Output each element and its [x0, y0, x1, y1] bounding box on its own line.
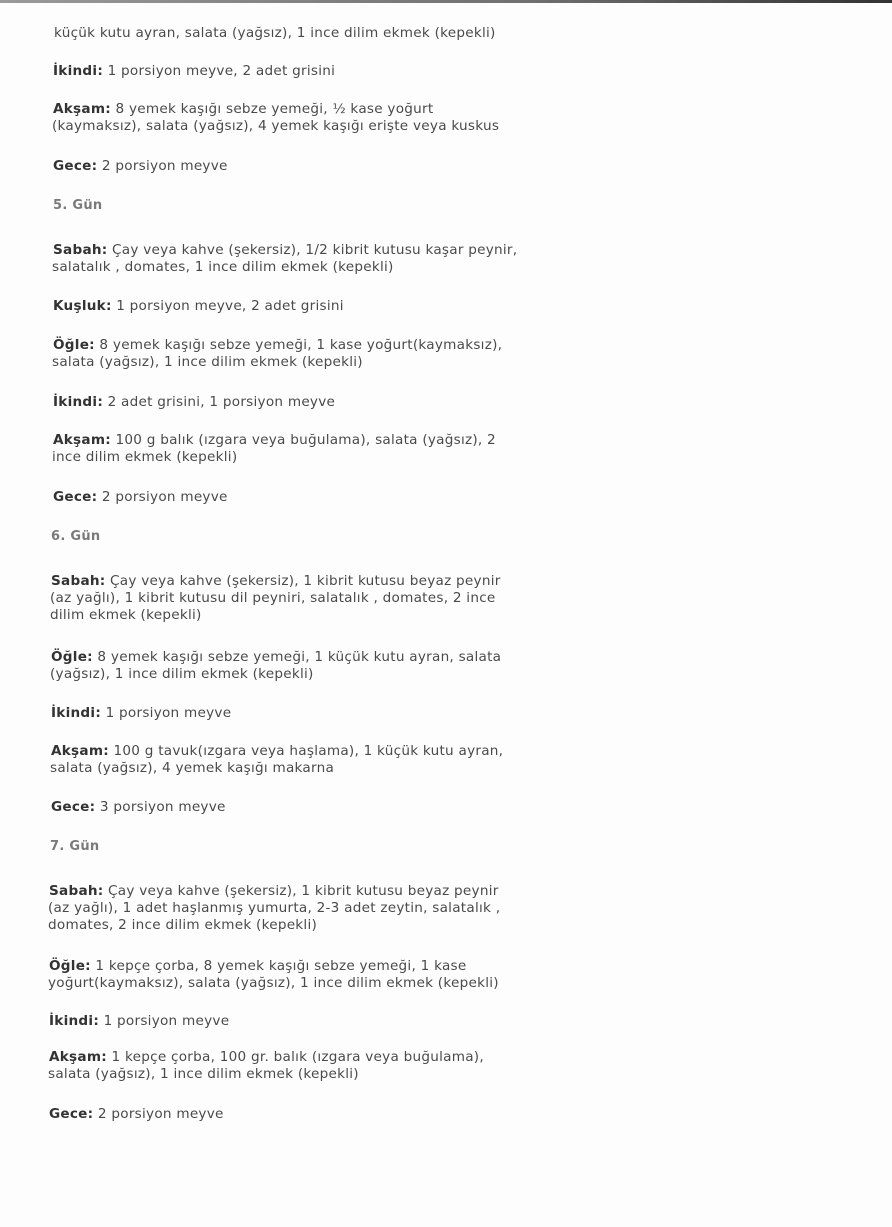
meal-text: Çay veya kahve (şekersiz), 1/2 kibrit kutusu kaşar peynir, — [107, 242, 518, 258]
meal-line — [51, 743, 503, 760]
day-heading: 6. Gün — [51, 529, 101, 544]
meal-text: 2 porsiyon meyve — [93, 1106, 224, 1122]
meal-line — [53, 242, 517, 259]
meal-line — [53, 489, 228, 506]
meal-label: Gece: — [53, 489, 98, 505]
meal-text: 1 porsiyon meyve, 2 adet grisini — [111, 298, 344, 314]
meal-text: Çay veya kahve (şekersiz), 1 kibrit kutusu beyaz peynir — [105, 573, 501, 589]
meal-line — [52, 259, 394, 276]
meal-label: Akşam: — [53, 432, 111, 448]
continuation-line — [54, 25, 496, 42]
meal-label: Akşam: — [53, 101, 111, 117]
meal-line — [53, 394, 335, 411]
meal-line — [53, 63, 335, 80]
meal-line — [53, 432, 496, 449]
meal-line — [53, 298, 344, 315]
day-heading: 7. Gün — [50, 839, 100, 854]
meal-line — [50, 590, 496, 607]
meal-line — [49, 1013, 229, 1030]
meal-text: salata (yağsız), 1 ince dilim ekmek (kepekli) — [48, 1066, 359, 1082]
meal-label: Gece: — [51, 799, 96, 815]
meal-line — [51, 705, 231, 722]
meal-line — [50, 760, 334, 777]
meal-label: İkindi: — [53, 63, 104, 79]
meal-line — [48, 1066, 359, 1083]
meal-text: 1 porsiyon meyve — [99, 1013, 230, 1029]
meal-text: 3 porsiyon meyve — [95, 799, 226, 815]
meal-label: Gece: — [53, 158, 98, 174]
meal-label: Akşam: — [49, 1049, 107, 1065]
meal-line — [51, 799, 226, 816]
meal-line — [49, 1106, 224, 1123]
meal-text: 8 yemek kaşığı sebze yemeği, 1 küçük kutu ayran, salata — [92, 649, 502, 665]
meal-text: domates, 2 ince dilim ekmek (kepekli) — [48, 917, 318, 933]
meal-label: İkindi: — [49, 1013, 100, 1029]
meal-text: 100 g balık (ızgara veya buğulama), salata (yağsız), 2 — [110, 432, 496, 448]
meal-line — [49, 883, 499, 900]
meal-text: salata (yağsız), 4 yemek kaşığı makarna — [50, 760, 335, 776]
meal-text: (az yağlı), 1 adet haşlanmış yumurta, 2-3 adet zeytin, salatalık , — [48, 900, 501, 916]
meal-text: 8 yemek kaşığı sebze yemeği, 1 kase yoğurt(kaymaksız), — [94, 337, 503, 353]
meal-text: salatalık , domates, 1 ince dilim ekmek (kepekli) — [52, 259, 394, 275]
meal-text: (az yağlı), 1 kibrit kutusu dil peyniri, salatalık , domates, 2 ince — [50, 590, 496, 606]
meal-text: 1 kepçe çorba, 8 yemek kaşığı sebze yemeği, 1 kase — [90, 958, 467, 974]
meal-label: Sabah: — [53, 242, 108, 258]
meal-line — [51, 573, 501, 590]
meal-line — [48, 975, 499, 992]
meal-text: (kaymaksız), salata (yağsız), 4 yemek kaşığı erişte veya kuskus — [52, 118, 500, 134]
meal-text: yoğurt(kaymaksız), salata (yağsız), 1 ince dilim ekmek (kepekli) — [48, 975, 499, 991]
meal-label: İkindi: — [53, 394, 104, 410]
meal-text: 100 g tavuk(ızgara veya haşlama), 1 küçük kutu ayran, — [108, 743, 504, 759]
meal-label: Sabah: — [49, 883, 104, 899]
meal-line — [48, 900, 500, 917]
meal-line — [48, 917, 317, 934]
meal-text: 1 kepçe çorba, 100 gr. balık (ızgara veya buğulama), — [106, 1049, 484, 1065]
meal-line — [50, 666, 314, 683]
meal-label: Sabah: — [51, 573, 106, 589]
meal-line — [49, 958, 466, 975]
meal-label: Öğle: — [53, 337, 95, 353]
meal-text: dilim ekmek (kepekli) — [50, 607, 202, 623]
meal-text: 1 porsiyon meyve, 2 adet grisini — [103, 63, 336, 79]
meal-line — [53, 101, 433, 118]
meal-text: 8 yemek kaşığı sebze yemeği, ½ kase yoğurt — [110, 101, 434, 117]
meal-text: 1 porsiyon meyve — [101, 705, 232, 721]
meal-label: Öğle: — [51, 649, 93, 665]
meal-text: Çay veya kahve (şekersiz), 1 kibrit kutusu beyaz peynir — [103, 883, 499, 899]
meal-label: Gece: — [49, 1106, 94, 1122]
meal-line — [52, 118, 499, 135]
meal-label: Kuşluk: — [53, 298, 112, 314]
meal-label: Akşam: — [51, 743, 109, 759]
meal-text: 2 porsiyon meyve — [97, 158, 228, 174]
meal-text: ince dilim ekmek (kepekli) — [52, 449, 238, 465]
meal-line — [53, 337, 502, 354]
meal-line — [49, 1049, 484, 1066]
meal-line — [53, 158, 228, 175]
meal-line — [52, 354, 363, 371]
meal-label: Öğle: — [49, 958, 91, 974]
meal-label: İkindi: — [51, 705, 102, 721]
meal-text: (yağsız), 1 ince dilim ekmek (kepekli) — [50, 666, 314, 682]
day-heading: 5. Gün — [53, 198, 103, 213]
meal-text: 2 porsiyon meyve — [97, 489, 228, 505]
meal-line — [52, 449, 237, 466]
meal-line — [50, 607, 202, 624]
meal-line — [51, 649, 501, 666]
meal-text: 2 adet grisini, 1 porsiyon meyve — [103, 394, 336, 410]
meal-text: küçük kutu ayran, salata (yağsız), 1 ince dilim ekmek (kepekli) — [54, 25, 496, 41]
meal-text: salata (yağsız), 1 ince dilim ekmek (kepekli) — [52, 354, 363, 370]
